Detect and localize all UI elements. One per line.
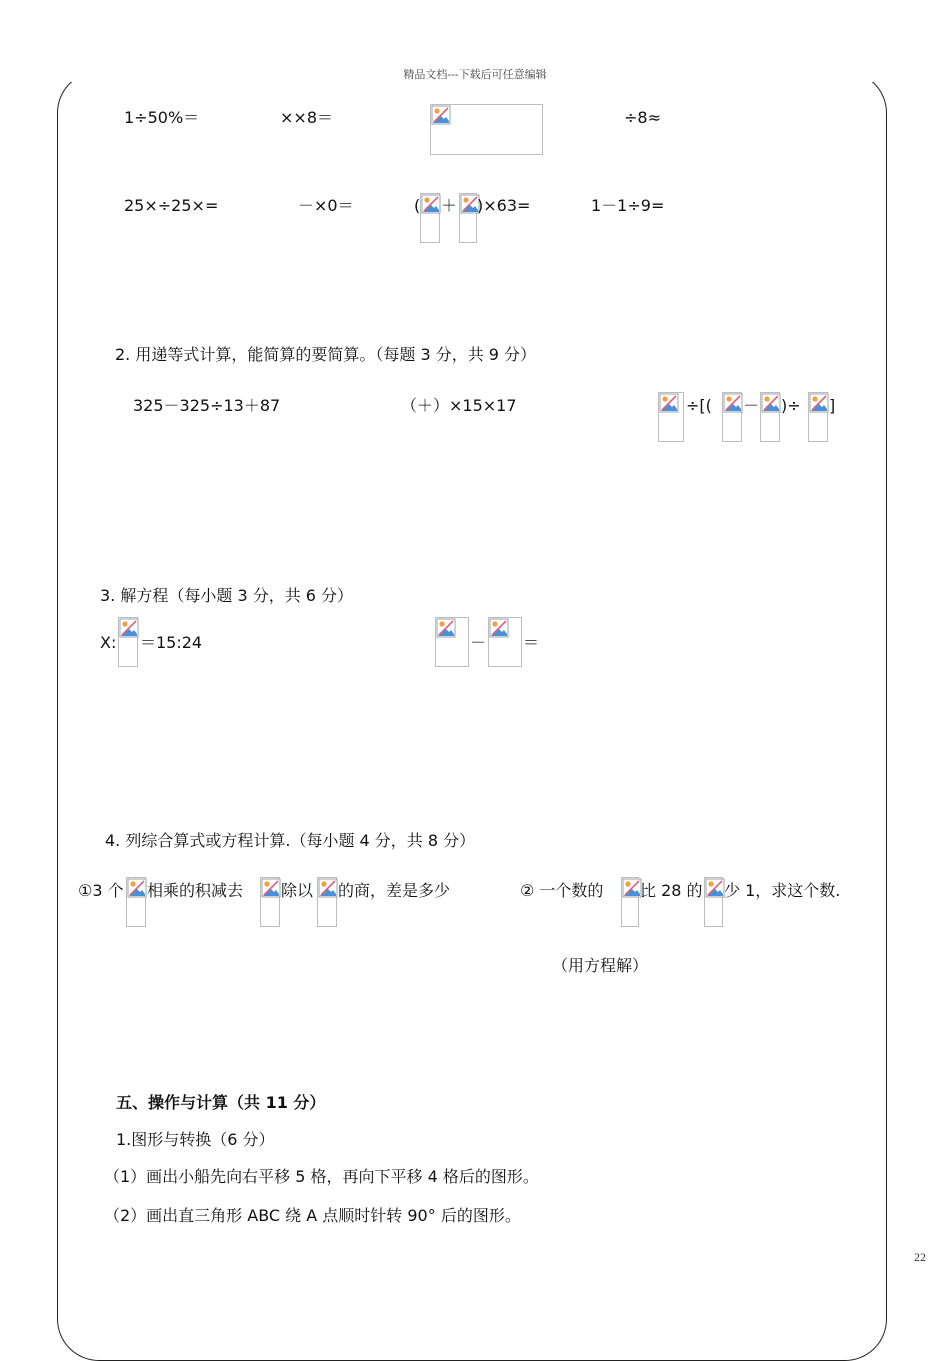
q2-expr-1: 325－325÷13＋87 — [133, 396, 281, 415]
broken-image-icon — [489, 618, 509, 638]
section-5-title: 五、操作与计算（共 11 分） — [116, 1093, 326, 1112]
expr-1-1: 1÷50%＝ — [124, 108, 200, 127]
q4-p1-a: ①3 个 — [78, 881, 124, 900]
formula-image — [621, 877, 639, 927]
broken-image-icon — [436, 618, 456, 638]
broken-image-icon — [261, 878, 281, 898]
formula-image — [260, 877, 280, 927]
broken-image-icon — [761, 393, 781, 413]
broken-image-icon — [421, 194, 441, 214]
broken-image-icon — [127, 878, 147, 898]
q4-p1-d: 的商，差是多少 — [338, 881, 451, 900]
page-number: 22 — [914, 1250, 926, 1264]
formula-image — [658, 392, 684, 442]
formula-image — [317, 877, 337, 927]
broken-image-icon — [622, 878, 642, 898]
expr-1-4: ÷8≈ — [624, 108, 661, 127]
expr-2-3-close: )×63= — [477, 196, 531, 215]
broken-image-icon — [809, 393, 829, 413]
q3-eq2-minus: － — [470, 633, 487, 652]
section-5-item-1: （1）画出小船先向右平移 5 格，再向下平移 4 格后的图形。 — [104, 1167, 539, 1186]
formula-image — [704, 877, 723, 927]
formula-image — [420, 193, 440, 243]
broken-image-icon — [659, 393, 679, 413]
q4-p1-b: 相乘的积减去 — [147, 881, 244, 900]
broken-image-icon — [705, 878, 725, 898]
broken-image-icon — [318, 878, 338, 898]
formula-image — [459, 193, 477, 243]
q4-p2-a: ② 一个数的 — [520, 881, 604, 900]
q2-expr-3-b: － — [743, 396, 760, 415]
formula-image — [435, 617, 469, 667]
expr-1-2: ××8＝ — [280, 108, 333, 127]
q4-p1-c: 除以 — [281, 881, 314, 900]
expr-2-1: 25×÷25×= — [124, 196, 219, 215]
q3-eq2-equals: ＝ — [523, 633, 540, 652]
formula-image — [808, 392, 828, 442]
expr-2-3-open: ( — [414, 196, 421, 215]
formula-image — [760, 392, 780, 442]
q4-note: （用方程解） — [552, 956, 649, 975]
expr-2-4: 1－1÷9= — [591, 196, 665, 215]
q3-eq1-prefix: X: — [100, 633, 117, 652]
q2-expr-2: （＋）×15×17 — [401, 396, 517, 415]
formula-image — [118, 617, 138, 667]
formula-image — [722, 392, 742, 442]
expr-2-3-plus: ＋ — [441, 196, 458, 215]
q4-p2-c: 少 1，求这个数. — [724, 881, 841, 900]
formula-image — [430, 104, 543, 155]
section-5-item-2: （2）画出直三角形 ABC 绕 A 点顺时针转 90° 后的图形。 — [104, 1206, 521, 1225]
q2-expr-3-d: ] — [829, 396, 836, 415]
q4-p2-b: 比 28 的 — [640, 881, 703, 900]
q3-title: 3. 解方程（每小题 3 分，共 6 分） — [100, 586, 354, 605]
expr-2-2: －×0＝ — [298, 196, 354, 215]
page-header: 精品文档---下载后可任意编辑 — [0, 66, 950, 82]
q3-eq1-suffix: ＝15:24 — [140, 633, 203, 652]
formula-image — [488, 617, 522, 667]
formula-image — [126, 877, 146, 927]
q2-expr-3-c: )÷ — [781, 396, 801, 415]
q2-title: 2. 用递等式计算，能简算的要简算。（每题 3 分，共 9 分） — [115, 345, 537, 364]
broken-image-icon — [431, 105, 451, 125]
q2-expr-3-a: ÷[( — [686, 396, 712, 415]
broken-image-icon — [119, 618, 139, 638]
broken-image-icon — [723, 393, 743, 413]
section-5-sub: 1.图形与转换（6 分） — [116, 1130, 275, 1149]
q4-title: 4. 列综合算式或方程计算.（每小题 4 分，共 8 分） — [105, 831, 476, 850]
